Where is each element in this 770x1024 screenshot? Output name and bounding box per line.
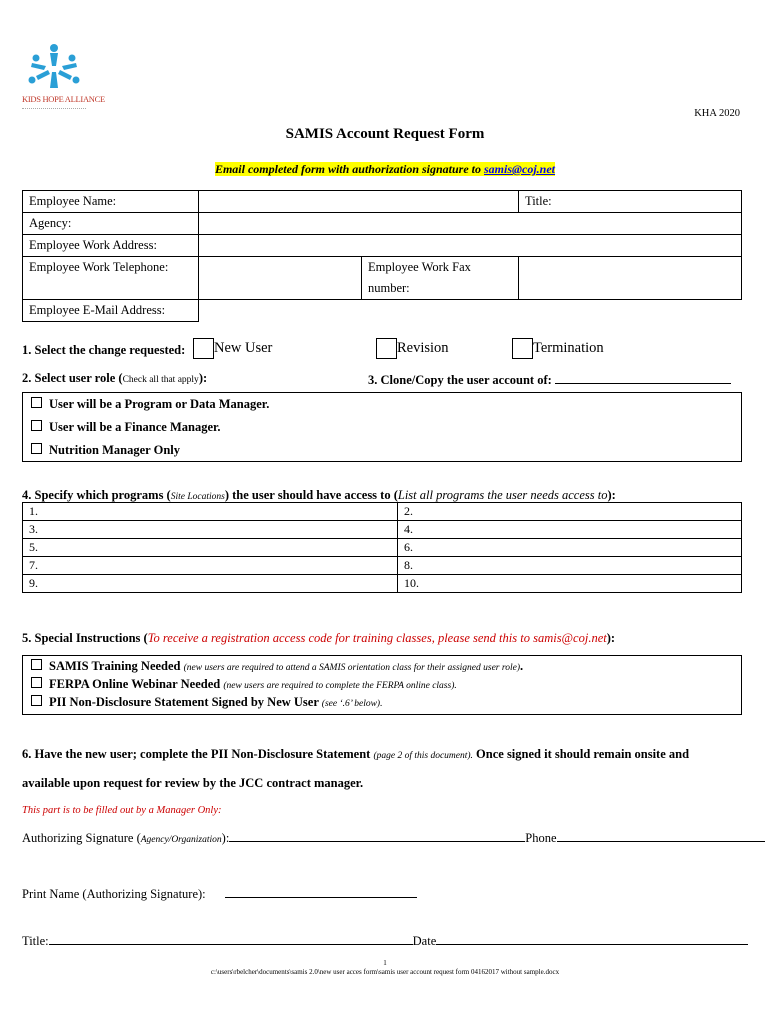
manager-only-note: This part is to be filled out by a Manager Only: — [22, 805, 222, 816]
agency-label: Agency: — [23, 213, 199, 235]
new-user-label: New User — [214, 339, 273, 356]
nutrition-manager-checkbox[interactable] — [31, 443, 42, 454]
program-manager-label: User will be a Program or Data Manager. — [49, 397, 270, 411]
email-label: Employee E-Mail Address: — [23, 300, 199, 322]
program-cell[interactable]: 4. — [398, 521, 742, 539]
logo-figures-icon — [22, 42, 86, 94]
phone-label: Phone — [525, 831, 557, 845]
special-instructions-box — [22, 655, 742, 715]
signature-label-b: ): — [221, 831, 230, 845]
nutrition-manager-label: Nutrition Manager Only — [49, 443, 181, 457]
table-row — [23, 521, 742, 539]
instruction-email-link[interactable]: samis@coj.net — [484, 162, 556, 176]
role-option-nutrition-manager[interactable] — [31, 443, 180, 458]
programs-heading — [22, 488, 616, 503]
revision-checkbox[interactable] — [376, 338, 397, 359]
title-date-row — [22, 932, 748, 949]
programs-heading-b: ) the user should have access to ( — [224, 488, 398, 502]
print-name-label: Print Name (Authorizing Signature): — [22, 887, 206, 901]
program-cell[interactable]: 6. — [398, 539, 742, 557]
special-heading-a: 5. Special Instructions ( — [22, 631, 148, 645]
phone-field[interactable] — [557, 829, 765, 842]
option-new-user[interactable] — [193, 338, 272, 359]
title-line-field[interactable] — [49, 932, 413, 945]
special-item-samis-training[interactable] — [31, 659, 523, 674]
authorizing-signature-field[interactable] — [229, 829, 525, 842]
role-option-finance-manager[interactable] — [31, 420, 221, 435]
finance-manager-label: User will be a Finance Manager. — [49, 420, 221, 434]
employee-name-label: Employee Name: — [23, 191, 199, 213]
user-role-label-b: ): — [198, 371, 208, 385]
programs-heading-a: 4. Specify which programs ( — [22, 488, 171, 502]
program-cell[interactable]: 3. — [23, 521, 398, 539]
title-field[interactable] — [519, 191, 742, 213]
programs-heading-note: Site Locations — [170, 492, 225, 502]
samis-training-note: (new users are required to attend a SAMIS orientation class for their assigned user role) — [183, 663, 520, 673]
title-label: Title: — [525, 194, 552, 208]
special-instructions-heading — [22, 631, 615, 646]
print-name-field[interactable] — [225, 885, 417, 898]
table-row — [23, 539, 742, 557]
user-role-label — [22, 371, 207, 386]
authorizing-signature-row — [22, 829, 765, 846]
pii-instruction — [22, 747, 689, 762]
signature-label-a: Authorizing Signature ( — [22, 831, 141, 845]
pii-label: PII Non-Disclosure Statement Signed by New User — [49, 695, 319, 709]
pii-instruction-line2: available upon request for review by the JCC contract manager. — [22, 776, 364, 790]
ferpa-checkbox[interactable] — [31, 677, 42, 688]
user-role-note: Check all that apply — [122, 375, 199, 385]
telephone-label: Employee Work Telephone: — [23, 257, 199, 300]
signature-label-note: Agency/Organization — [140, 835, 222, 845]
pii-instruction-b: Once signed it should remain onsite and — [472, 747, 690, 761]
logo-text: KIDS HOPE ALLIANCE — [22, 94, 105, 104]
print-name-row — [22, 885, 417, 902]
agency-field[interactable] — [199, 213, 742, 235]
employee-name-field[interactable] — [199, 191, 519, 213]
samis-training-label: SAMIS Training Needed — [49, 659, 181, 673]
finance-manager-checkbox[interactable] — [31, 420, 42, 431]
program-cell[interactable]: 1. — [23, 503, 398, 521]
programs-table — [22, 502, 742, 593]
fax-field[interactable] — [519, 257, 742, 300]
pii-note: (see ‘.6’ below). — [321, 699, 383, 709]
employee-info-table — [22, 190, 742, 322]
option-revision[interactable] — [376, 338, 449, 359]
option-termination[interactable] — [512, 338, 604, 359]
program-cell[interactable]: 9. — [23, 575, 398, 593]
date-field[interactable] — [436, 932, 748, 945]
special-heading-red: To receive a registration access code for training classes, please send this to samis@coj.net — [147, 631, 607, 645]
fax-label: Employee Work Fax number: — [362, 257, 519, 300]
user-role-box — [22, 392, 742, 462]
table-row — [23, 503, 742, 521]
email-instruction — [0, 162, 770, 177]
address-field[interactable] — [199, 235, 742, 257]
date-label: Date — [412, 934, 437, 948]
email-field[interactable] — [199, 300, 742, 322]
program-cell[interactable]: 10. — [398, 575, 742, 593]
file-path: c:\users\rbelcher\documents\samis 2.0\new user acces form\samis user account request form 04162017 without sample.docx — [210, 968, 560, 976]
title-line-label: Title: — [22, 934, 49, 948]
role-option-program-manager[interactable] — [31, 397, 269, 412]
page-title: SAMIS Account Request Form — [285, 126, 485, 142]
change-request-label: 1. Select the change requested: — [22, 343, 186, 357]
clone-account-field[interactable] — [555, 371, 731, 384]
logo — [22, 42, 105, 120]
programs-heading-c: ): — [607, 488, 616, 502]
special-item-ferpa-webinar[interactable] — [31, 677, 457, 692]
table-row — [23, 575, 742, 593]
samis-training-end: . — [519, 659, 524, 673]
clone-label-text: 3. Clone/Copy the user account of: — [368, 373, 552, 387]
form-code: KHA 2020 — [694, 108, 740, 119]
pii-instruction-note: (page 2 of this document). — [373, 751, 473, 761]
special-item-pii-statement[interactable] — [31, 695, 382, 710]
new-user-checkbox[interactable] — [193, 338, 214, 359]
program-cell[interactable]: 7. — [23, 557, 398, 575]
special-heading-b: ): — [606, 631, 616, 645]
page-number: 1 — [383, 959, 387, 967]
ferpa-label: FERPA Online Webinar Needed — [49, 677, 221, 691]
logo-tagline-line — [22, 108, 86, 112]
instruction-text: Email completed form with authorization signature to — [214, 162, 485, 176]
telephone-field[interactable] — [199, 257, 362, 300]
table-row — [23, 557, 742, 575]
termination-label: Termination — [533, 339, 604, 356]
user-role-label-a: 2. Select user role ( — [22, 371, 123, 385]
address-label: Employee Work Address: — [23, 235, 199, 257]
pii-instruction-a: 6. Have the new user; complete the PII Non-Disclosure Statement — [22, 747, 371, 761]
revision-label: Revision — [397, 339, 449, 356]
program-manager-checkbox[interactable] — [31, 397, 42, 408]
termination-checkbox[interactable] — [512, 338, 533, 359]
program-cell[interactable]: 8. — [398, 557, 742, 575]
pii-checkbox[interactable] — [31, 695, 42, 706]
clone-account-label — [368, 371, 731, 388]
ferpa-note: (new users are required to complete the FERPA online class). — [223, 681, 457, 691]
samis-training-checkbox[interactable] — [31, 659, 42, 670]
program-cell[interactable]: 5. — [23, 539, 398, 557]
program-cell[interactable]: 2. — [398, 503, 742, 521]
programs-heading-italic: List all programs the user needs access to — [397, 488, 608, 502]
